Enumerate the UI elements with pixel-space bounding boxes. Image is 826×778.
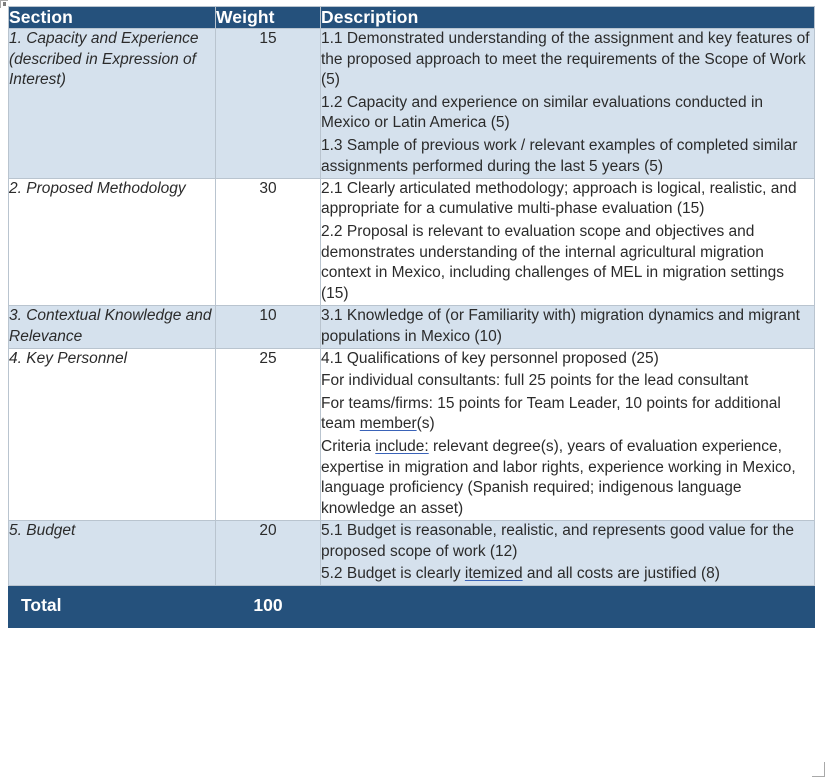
description-line: Criteria include: relevant degree(s), years of evaluation experience, expertise in migration and labor rights, experience working in Mexico, language proficiency (Spanish required; indigenous language knowledge an asset)	[321, 438, 796, 517]
description-line: 2.2 Proposal is relevant to evaluation scope and objectives and demonstrates understanding of the internal agricultural migration context in Mexico, including challenges of MEL in migration settings (15)	[321, 222, 784, 302]
cell-description	[321, 521, 815, 586]
description-line: 5.2 Budget is clearly itemized and all costs are justified (8)	[321, 565, 720, 583]
table-row	[9, 178, 815, 305]
column-header-weight: Weight	[216, 7, 321, 29]
spellcheck-word: include:	[375, 438, 429, 456]
table-row	[9, 521, 815, 586]
description-line: 2.1 Clearly articulated methodology; approach is logical, realistic, and appropriate for a cumulative multi-phase evaluation (15)	[321, 179, 797, 218]
cell-weight: 25	[216, 348, 321, 520]
table-row	[9, 29, 815, 179]
column-header-description: Description	[321, 7, 815, 29]
cell-total-description	[321, 586, 815, 627]
description-line: 4.1 Qualifications of key personnel proposed (25)	[321, 349, 659, 367]
evaluation-criteria-table	[8, 6, 815, 628]
description-line: 1.1 Demonstrated understanding of the assignment and key features of the proposed approach to meet the requirements of the Scope of Work (5)	[321, 30, 810, 89]
cell-description	[321, 29, 815, 179]
cell-description	[321, 348, 815, 520]
table-total-row	[9, 586, 815, 627]
spellcheck-word: member	[359, 415, 417, 433]
table-move-handle-artifact	[0, 0, 8, 8]
cell-section: 1. Capacity and Experience (described in Expression of Interest)	[9, 29, 216, 179]
cell-weight: 10	[216, 305, 321, 348]
description-line: 5.1 Budget is reasonable, realistic, and represents good value for the proposed scope of work (12)	[321, 522, 795, 560]
cell-description	[321, 178, 815, 305]
cell-weight: 20	[216, 521, 321, 586]
description-line: 1.3 Sample of previous work / relevant examples of completed similar assignments performed during the last 5 years (5)	[321, 137, 798, 175]
cell-weight: 30	[216, 178, 321, 305]
column-header-section: Section	[9, 7, 216, 29]
description-line: For individual consultants: full 25 points for the lead consultant	[321, 372, 749, 390]
table-move-handle-tick	[3, 2, 6, 6]
table-body	[9, 29, 815, 628]
cell-description	[321, 305, 815, 348]
table-header-row	[9, 7, 815, 29]
spellcheck-word: itemized	[464, 565, 523, 583]
table-row	[9, 305, 815, 348]
cell-weight: 15	[216, 29, 321, 179]
table-resize-handle-artifact	[812, 762, 825, 777]
cell-section: 2. Proposed Methodology	[9, 178, 216, 305]
cell-section: 3. Contextual Knowledge and Relevance	[9, 305, 216, 348]
cell-total-label: Total	[9, 586, 216, 627]
table-header	[9, 7, 815, 29]
cell-section: 5. Budget	[9, 521, 216, 586]
description-line: 3.1 Knowledge of (or Familiarity with) migration dynamics and migrant populations in Mexico (10)	[321, 306, 800, 345]
description-line: 1.2 Capacity and experience on similar evaluations conducted in Mexico or Latin America (5)	[321, 93, 764, 132]
table-row	[9, 348, 815, 520]
cell-section: 4. Key Personnel	[9, 348, 216, 520]
cell-total-weight: 100	[216, 586, 321, 627]
description-line: For teams/firms: 15 points for Team Leader, 10 points for additional team member(s)	[321, 394, 781, 433]
evaluation-criteria-table-container	[8, 6, 814, 628]
